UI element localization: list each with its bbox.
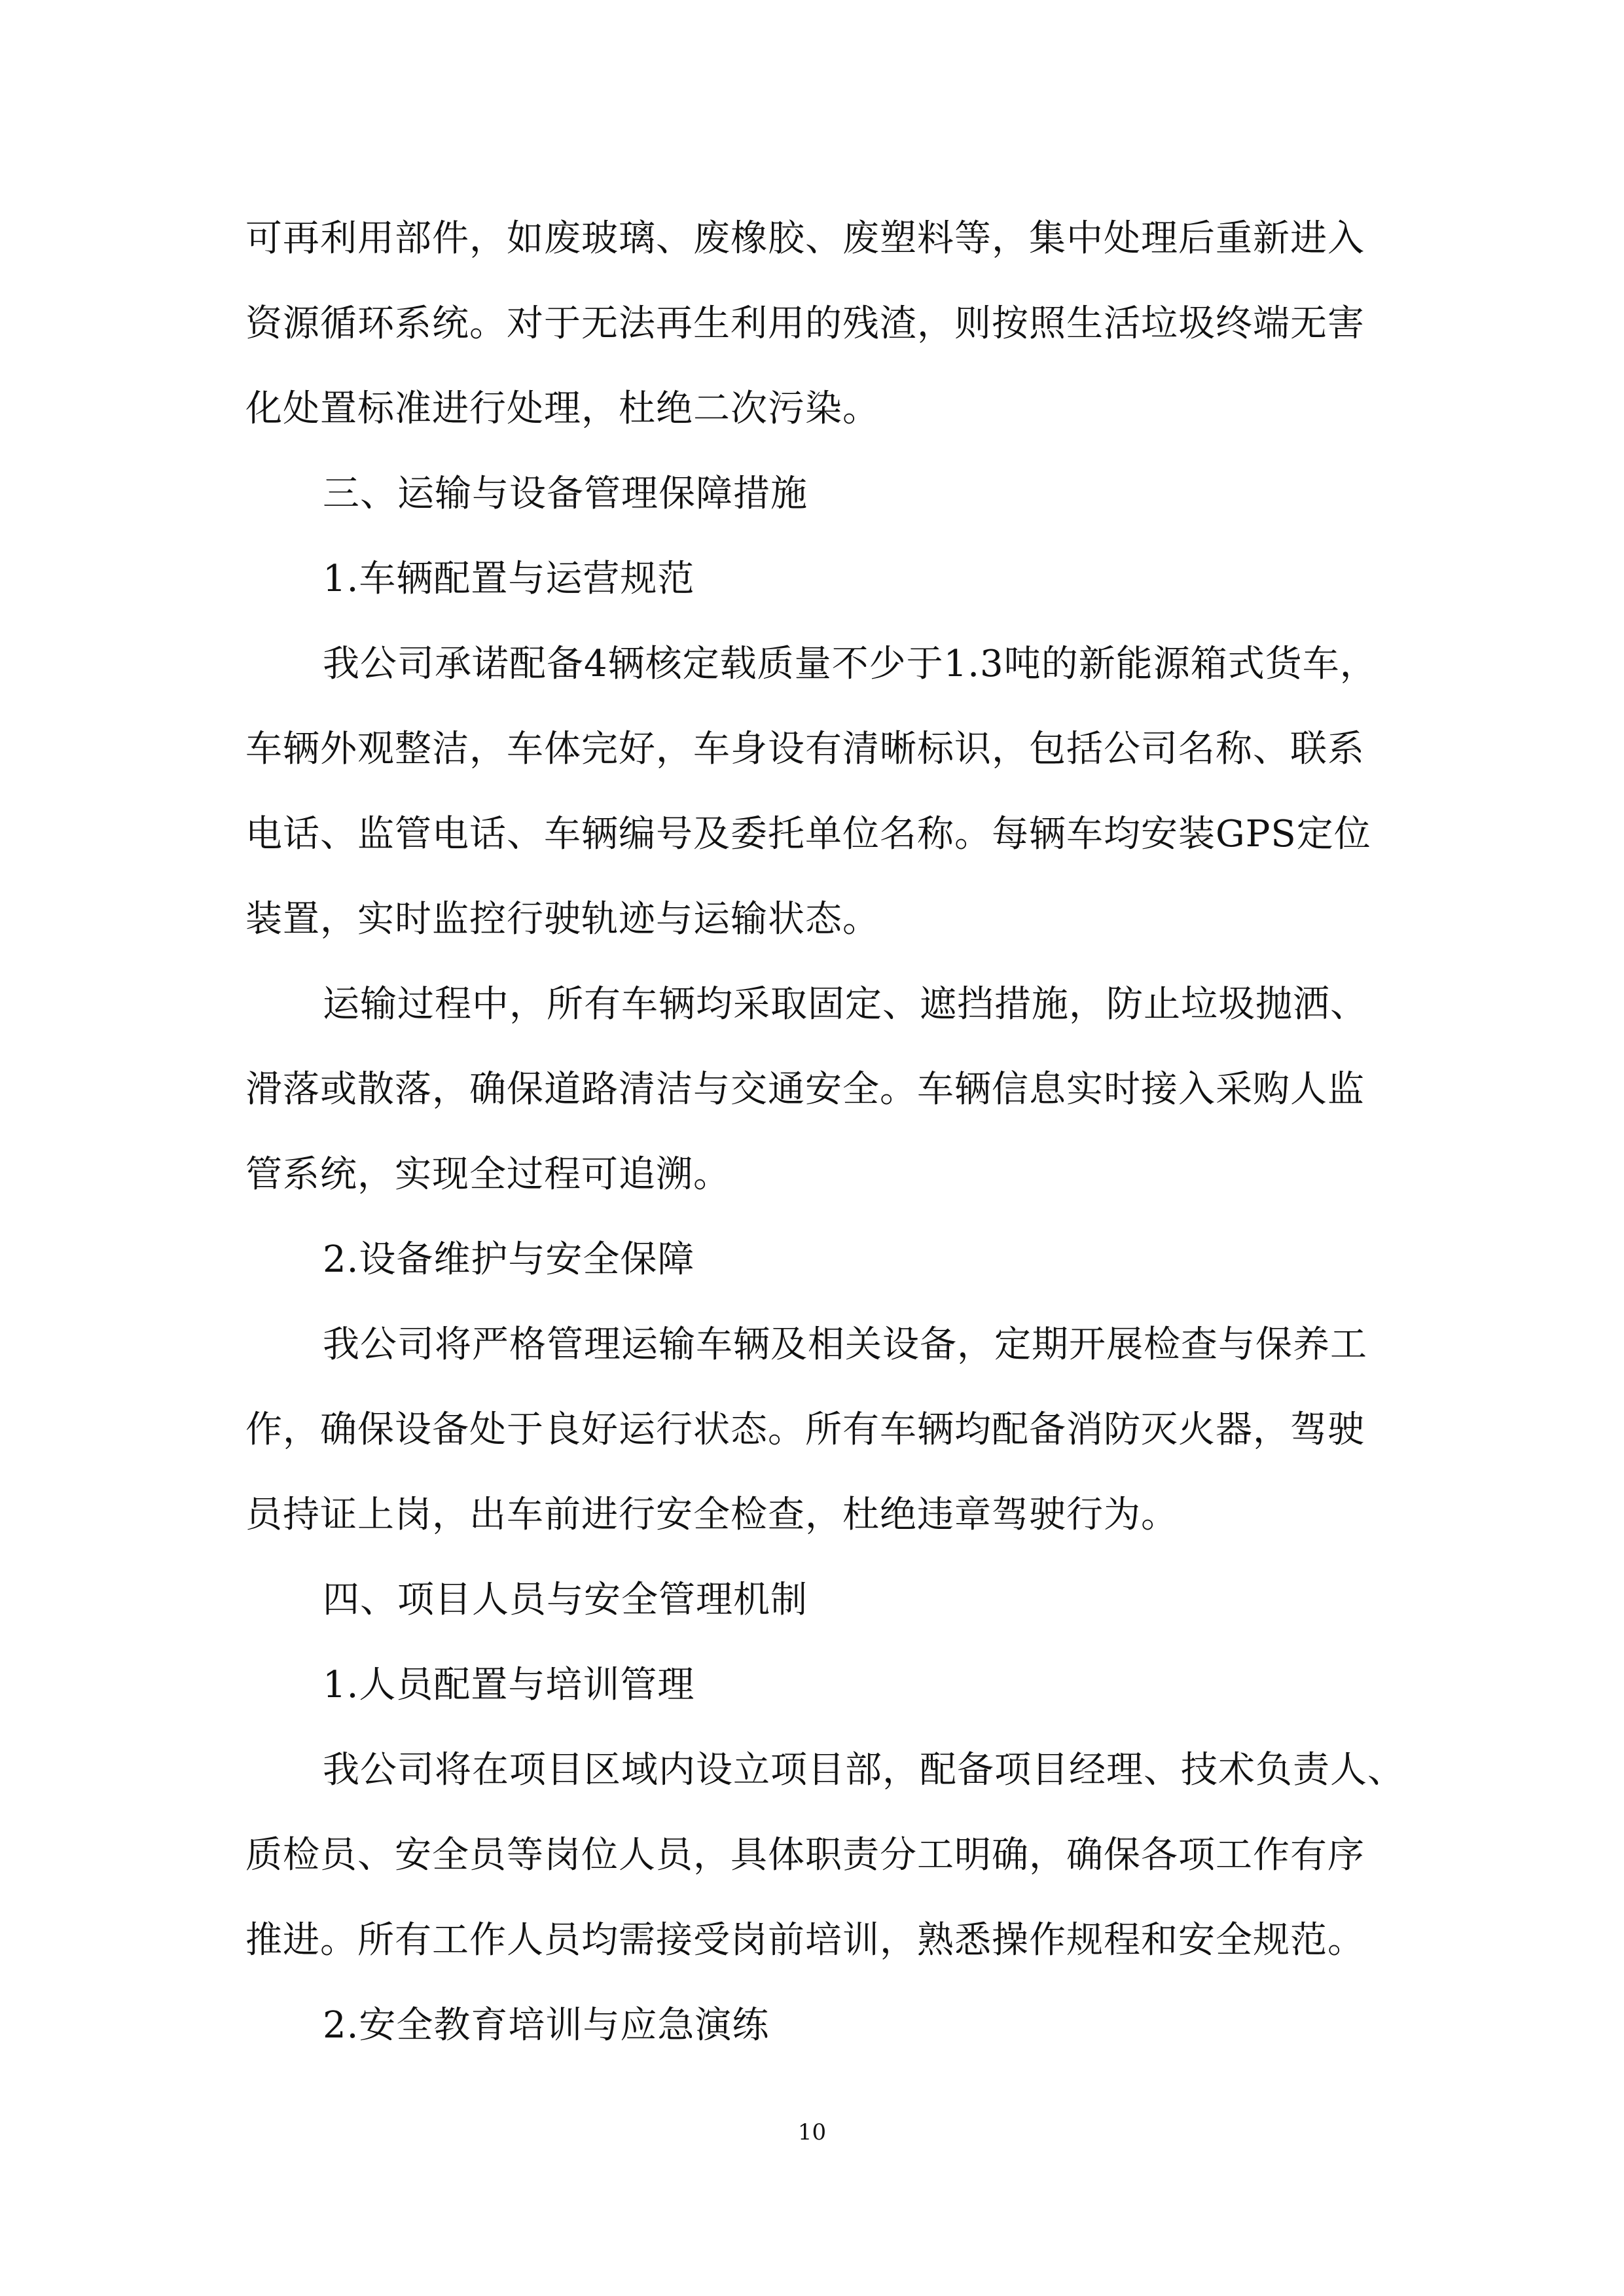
subsection-heading: 1.车辆配置与运营规范: [323, 558, 695, 600]
text-line: 质检员、安全员等岗位人员，具体职责分工明确，确保各项工作有序: [245, 1834, 1365, 1876]
text-line: 我公司承诺配备4辆核定载质量不少于1.3吨的新能源箱式货车，: [323, 643, 1377, 685]
section-heading: 四、项目人员与安全管理机制: [323, 1579, 808, 1621]
text-line: 资源循环系统。对于无法再生利用的残渣，则按照生活垃圾终端无害: [245, 302, 1365, 345]
text-line: 装置，实时监控行驶轨迹与运输状态。: [245, 898, 880, 941]
text-line: 化处置标准进行处理，杜绝二次污染。: [245, 387, 880, 430]
text-line: 车辆外观整洁，车体完好，车身设有清晰标识，包括公司名称、联系: [245, 728, 1365, 770]
text-line: 员持证上岗，出车前进行安全检查，杜绝违章驾驶行为。: [245, 1494, 1178, 1536]
text-line: 运输过程中，所有车辆均采取固定、遮挡措施，防止垃圾抛洒、: [323, 983, 1367, 1026]
text-line: 我公司将在项目区域内设立项目部，配备项目经理、技术负责人、: [323, 1749, 1405, 1791]
text-line: 滑落或散落，确保道路清洁与交通安全。车辆信息实时接入采购人监: [245, 1068, 1365, 1111]
text-line: 电话、监管电话、车辆编号及委托单位名称。每辆车均安装GPS定位: [245, 813, 1371, 855]
subsection-heading: 1.人员配置与培训管理: [323, 1664, 695, 1706]
subsection-heading: 2.安全教育培训与应急演练: [323, 2004, 770, 2047]
subsection-heading: 2.设备维护与安全保障: [323, 1238, 695, 1281]
text-line: 管系统，实现全过程可追溯。: [245, 1153, 731, 1196]
text-line: 作，确保设备处于良好运行状态。所有车辆均配备消防灭火器，驾驶: [245, 1408, 1365, 1451]
text-line: 可再利用部件，如废玻璃、废橡胶、废塑料等，集中处理后重新进入: [245, 217, 1365, 260]
section-heading: 三、运输与设备管理保障措施: [323, 473, 808, 515]
text-line: 推进。所有工作人员均需接受岗前培训，熟悉操作规程和安全规范。: [245, 1919, 1365, 1962]
text-line: 我公司将严格管理运输车辆及相关设备，定期开展检查与保养工: [323, 1323, 1367, 1366]
page-number: 10: [797, 2119, 827, 2145]
